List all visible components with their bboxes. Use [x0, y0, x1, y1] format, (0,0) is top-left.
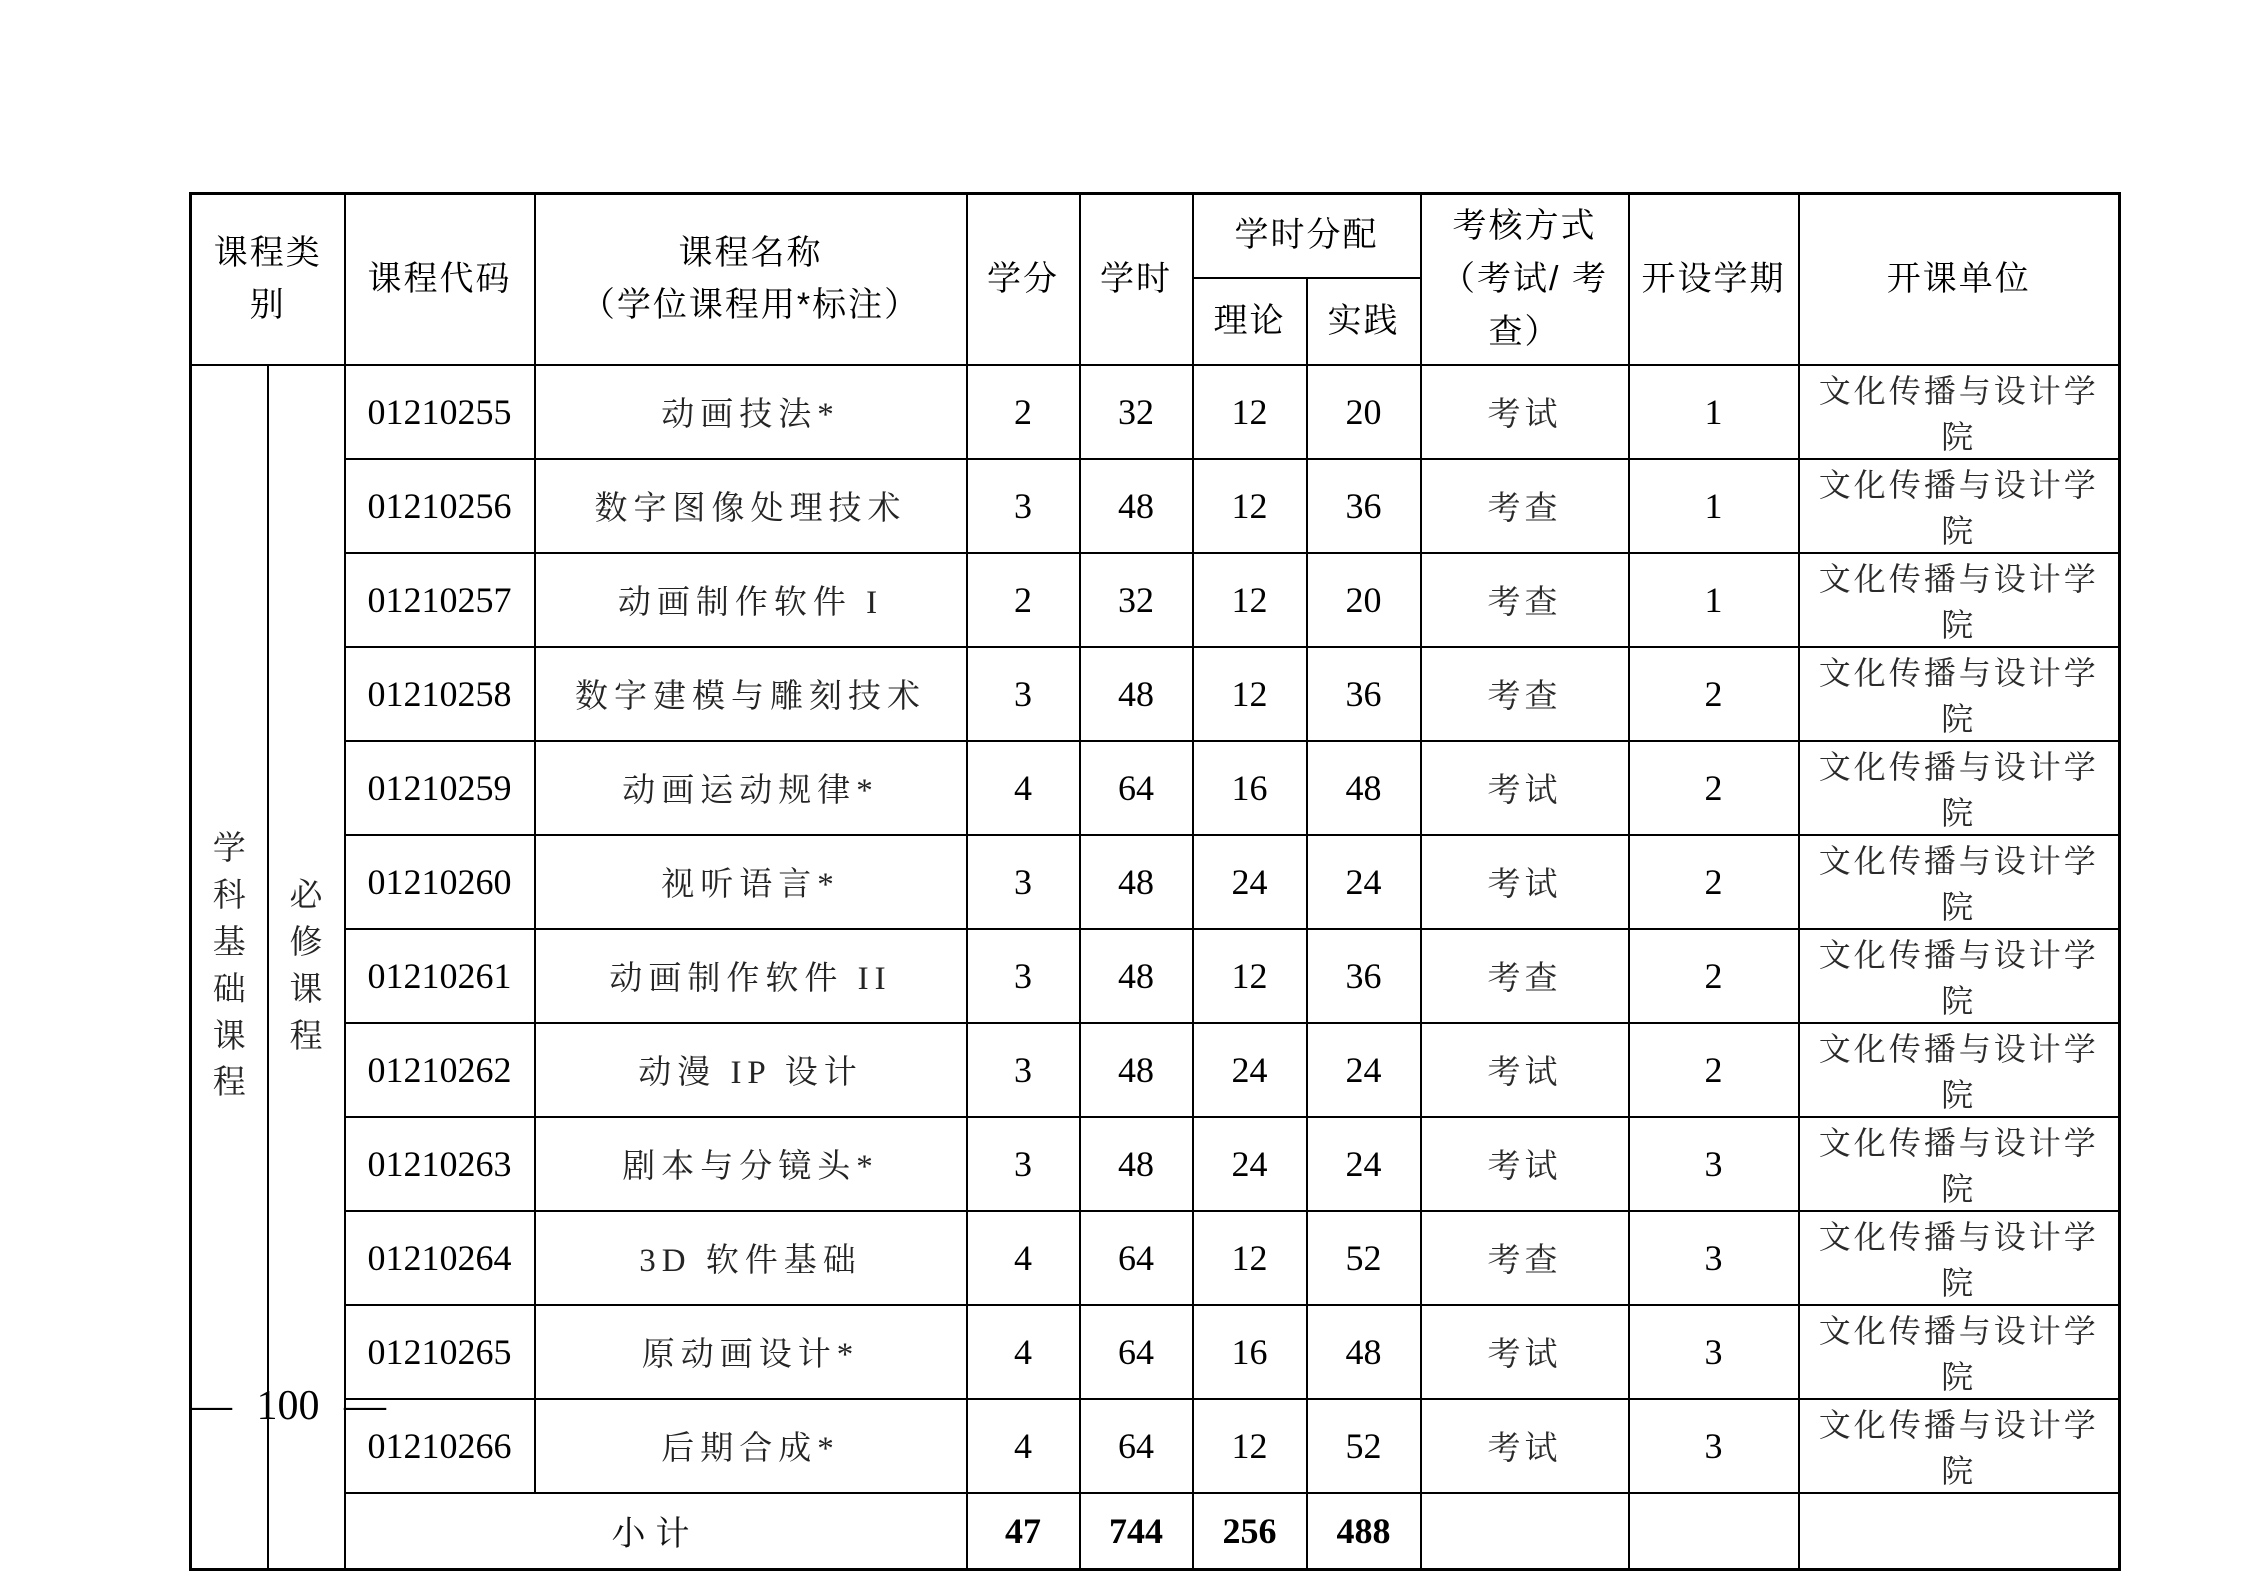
credits-cell: 4	[967, 1211, 1080, 1305]
course-row	[191, 553, 2120, 647]
practice-cell: 36	[1307, 647, 1421, 741]
header-practice: 实践	[1307, 278, 1421, 365]
hours-cell: 48	[1080, 929, 1193, 1023]
theory-cell: 16	[1193, 741, 1307, 835]
header-assessment-line1: 考核方式	[1452, 207, 1597, 246]
credits-cell: 3	[967, 459, 1080, 553]
credits-cell: 3	[967, 835, 1080, 929]
code-cell: 01210263	[345, 1117, 535, 1211]
theory-cell: 12	[1193, 647, 1307, 741]
header-theory: 理论	[1193, 278, 1307, 365]
course-row	[191, 929, 2120, 1023]
unit-cell: 文化传播与设计学院	[1799, 1399, 2120, 1493]
semester-cell: 2	[1629, 741, 1799, 835]
theory-cell: 12	[1193, 365, 1307, 459]
semester-cell: 1	[1629, 365, 1799, 459]
semester-cell: 2	[1629, 1023, 1799, 1117]
course-row	[191, 1399, 2120, 1493]
theory-cell: 24	[1193, 835, 1307, 929]
theory-cell: 16	[1193, 1305, 1307, 1399]
assessment-cell: 考查	[1421, 929, 1629, 1023]
course-row	[191, 459, 2120, 553]
unit-cell: 文化传播与设计学院	[1799, 741, 2120, 835]
semester-cell: 3	[1629, 1399, 1799, 1493]
unit-cell: 文化传播与设计学院	[1799, 835, 2120, 929]
theory-cell: 24	[1193, 1117, 1307, 1211]
theory-cell: 12	[1193, 929, 1307, 1023]
hours-cell: 64	[1080, 1305, 1193, 1399]
assessment-cell: 考查	[1421, 647, 1629, 741]
credits-cell: 2	[967, 553, 1080, 647]
credits-cell: 3	[967, 1023, 1080, 1117]
credits-cell: 4	[967, 741, 1080, 835]
subtotal-hours-cell: 744	[1080, 1493, 1193, 1570]
hours-cell: 64	[1080, 1399, 1193, 1493]
semester-cell: 1	[1629, 459, 1799, 553]
name-cell: 数字建模与雕刻技术	[535, 647, 967, 741]
credits-cell: 4	[967, 1399, 1080, 1493]
semester-cell: 3	[1629, 1305, 1799, 1399]
header-unit: 开课单位	[1799, 194, 2120, 365]
unit-cell: 文化传播与设计学院	[1799, 1117, 2120, 1211]
header-course-name-line1: 课程名称	[678, 233, 823, 272]
subtotal-row	[191, 1493, 2120, 1570]
theory-cell: 12	[1193, 553, 1307, 647]
name-cell: 数字图像处理技术	[535, 459, 967, 553]
course-row	[191, 835, 2120, 929]
practice-cell: 20	[1307, 553, 1421, 647]
code-cell: 01210262	[345, 1023, 535, 1117]
course-row	[191, 741, 2120, 835]
code-cell: 01210266	[345, 1399, 535, 1493]
credits-cell: 3	[967, 647, 1080, 741]
name-cell: 后期合成*	[535, 1399, 967, 1493]
unit-cell: 文化传播与设计学院	[1799, 365, 2120, 459]
credits-cell: 2	[967, 365, 1080, 459]
subtotal-assessment-cell	[1421, 1493, 1629, 1570]
subtotal-label-cell: 小计	[345, 1493, 967, 1570]
theory-cell: 12	[1193, 1211, 1307, 1305]
hours-cell: 64	[1080, 741, 1193, 835]
credits-cell: 3	[967, 1117, 1080, 1211]
practice-cell: 24	[1307, 835, 1421, 929]
assessment-cell: 考查	[1421, 553, 1629, 647]
assessment-cell: 考试	[1421, 741, 1629, 835]
hours-cell: 48	[1080, 835, 1193, 929]
code-cell: 01210260	[345, 835, 535, 929]
theory-cell: 24	[1193, 1023, 1307, 1117]
curriculum-table	[189, 192, 2121, 1571]
semester-cell: 2	[1629, 835, 1799, 929]
name-cell: 原动画设计*	[535, 1305, 967, 1399]
header-semester: 开设学期	[1629, 194, 1799, 365]
course-row	[191, 1023, 2120, 1117]
practice-cell: 48	[1307, 741, 1421, 835]
unit-cell: 文化传播与设计学院	[1799, 1023, 2120, 1117]
category-secondary-label: 必修课程	[289, 878, 323, 1055]
assessment-cell: 考试	[1421, 1399, 1629, 1493]
course-table-body	[191, 365, 2120, 1570]
name-cell: 动画制作软件 I	[535, 553, 967, 647]
hours-cell: 48	[1080, 647, 1193, 741]
name-cell: 动漫 IP 设计	[535, 1023, 967, 1117]
course-row	[191, 1211, 2120, 1305]
code-cell: 01210256	[345, 459, 535, 553]
assessment-cell: 考试	[1421, 1117, 1629, 1211]
code-cell: 01210259	[345, 741, 535, 835]
category-primary-label: 学科基础课程	[212, 831, 246, 1102]
name-cell: 动画制作软件 II	[535, 929, 967, 1023]
semester-cell: 1	[1629, 553, 1799, 647]
theory-cell: 12	[1193, 459, 1307, 553]
subtotal-unit-cell	[1799, 1493, 2120, 1570]
subtotal-theory-cell: 256	[1193, 1493, 1307, 1570]
name-cell: 动画运动规律*	[535, 741, 967, 835]
unit-cell: 文化传播与设计学院	[1799, 1211, 2120, 1305]
code-cell: 01210257	[345, 553, 535, 647]
practice-cell: 36	[1307, 459, 1421, 553]
name-cell: 动画技法*	[535, 365, 967, 459]
credits-cell: 3	[967, 929, 1080, 1023]
page-number: — 100 —	[190, 1383, 386, 1429]
subtotal-practice-cell: 488	[1307, 1493, 1421, 1570]
assessment-cell: 考试	[1421, 1305, 1629, 1399]
practice-cell: 48	[1307, 1305, 1421, 1399]
semester-cell: 3	[1629, 1211, 1799, 1305]
practice-cell: 52	[1307, 1399, 1421, 1493]
unit-cell: 文化传播与设计学院	[1799, 647, 2120, 741]
credits-cell: 4	[967, 1305, 1080, 1399]
header-credits: 学分	[967, 194, 1080, 365]
assessment-cell: 考查	[1421, 1211, 1629, 1305]
subtotal-semester-cell	[1629, 1493, 1799, 1570]
header-course-name-line2: （学位课程用*标注）	[580, 286, 921, 325]
code-cell: 01210258	[345, 647, 535, 741]
code-cell: 01210264	[345, 1211, 535, 1305]
unit-cell: 文化传播与设计学院	[1799, 553, 2120, 647]
practice-cell: 36	[1307, 929, 1421, 1023]
practice-cell: 24	[1307, 1117, 1421, 1211]
semester-cell: 2	[1629, 929, 1799, 1023]
code-cell: 01210265	[345, 1305, 535, 1399]
course-row	[191, 647, 2120, 741]
practice-cell: 24	[1307, 1023, 1421, 1117]
code-cell: 01210255	[345, 365, 535, 459]
theory-cell: 12	[1193, 1399, 1307, 1493]
header-assessment-line2: （考试/ 考查）	[1441, 259, 1608, 351]
header-hours: 学时	[1080, 194, 1193, 365]
unit-cell: 文化传播与设计学院	[1799, 929, 2120, 1023]
assessment-cell: 考试	[1421, 1023, 1629, 1117]
name-cell: 剧本与分镜头*	[535, 1117, 967, 1211]
name-cell: 3D 软件基础	[535, 1211, 967, 1305]
assessment-cell: 考试	[1421, 365, 1629, 459]
hours-cell: 64	[1080, 1211, 1193, 1305]
header-course-name	[535, 194, 967, 365]
code-cell: 01210261	[345, 929, 535, 1023]
hours-cell: 32	[1080, 553, 1193, 647]
hours-cell: 48	[1080, 1117, 1193, 1211]
hours-cell: 48	[1080, 1023, 1193, 1117]
practice-cell: 20	[1307, 365, 1421, 459]
hours-cell: 32	[1080, 365, 1193, 459]
practice-cell: 52	[1307, 1211, 1421, 1305]
header-course-code: 课程代码	[345, 194, 535, 365]
header-hours-distribution: 学时分配	[1193, 194, 1421, 278]
unit-cell: 文化传播与设计学院	[1799, 1305, 2120, 1399]
header-assessment	[1421, 194, 1629, 365]
subtotal-credits-cell: 47	[967, 1493, 1080, 1570]
table-header	[191, 194, 2120, 365]
course-row	[191, 1117, 2120, 1211]
course-row	[191, 1305, 2120, 1399]
assessment-cell: 考试	[1421, 835, 1629, 929]
hours-cell: 48	[1080, 459, 1193, 553]
unit-cell: 文化传播与设计学院	[1799, 459, 2120, 553]
name-cell: 视听语言*	[535, 835, 967, 929]
course-row	[191, 365, 2120, 459]
semester-cell: 2	[1629, 647, 1799, 741]
semester-cell: 3	[1629, 1117, 1799, 1211]
assessment-cell: 考查	[1421, 459, 1629, 553]
header-course-category: 课程类别	[191, 194, 345, 365]
